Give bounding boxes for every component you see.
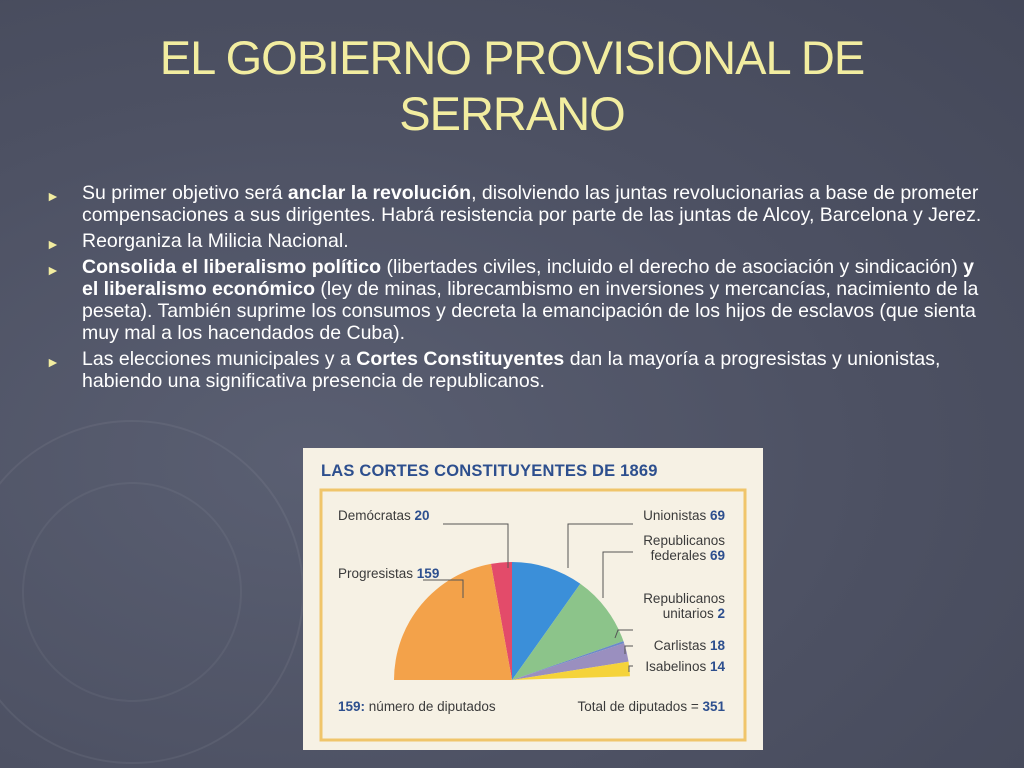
bullet-text-run: Consolida el liberalismo político (82, 256, 382, 278)
triangle-bullet-icon: ► (46, 262, 60, 278)
bullet-item (46, 256, 986, 344)
bullet-text-run: Reorganiza la Milicia Nacional. (82, 230, 349, 252)
label-isabelinos: Isabelinos 14 (645, 659, 725, 674)
label-carlistas: Carlistas 18 (653, 638, 725, 653)
bullet-list (46, 182, 986, 396)
label-unionistas: Unionistas 69 (643, 508, 725, 523)
triangle-bullet-icon: ► (46, 354, 60, 370)
triangle-bullet-icon: ► (46, 188, 60, 204)
legend-note: 159: número de diputados (338, 699, 496, 714)
label-rep-unitarios: Republicanos unitarios 2 (643, 591, 725, 621)
label-rep-federales: Republicanos federales 69 (643, 533, 725, 563)
bullet-text-run: Su primer objetivo será (82, 182, 288, 204)
leader-line (443, 524, 508, 568)
label-democratas: Demócratas 20 (338, 508, 430, 523)
bullet-text-run: anclar la revolución (287, 182, 472, 204)
triangle-bullet-icon: ► (46, 236, 60, 252)
chart-title: LAS CORTES CONSTITUYENTES DE 1869 (321, 462, 658, 480)
bullet-item (46, 348, 986, 392)
bullet-item (46, 182, 986, 226)
bullet-text-run: Cortes Constituyentes (356, 348, 565, 370)
bullet-text-run: y el liberalismo económico (82, 256, 974, 300)
bullet-item (46, 230, 986, 252)
total-diputados: Total de diputados = 351 (577, 699, 725, 714)
bullet-text-run: Las elecciones municipales y a (82, 348, 357, 370)
bullet-text-run: (ley de minas, librecambismo en inversiones y mercancías, nacimiento de la peseta). También suprime los consumos y decreta la emancipación de los hijos de esclavos (que sienta muy mal a los hacendados de Cuba). (82, 278, 979, 344)
label-progresistas: Progresistas 159 (338, 566, 440, 581)
cortes-pie-chart-panel (303, 448, 763, 750)
bullet-text-run: (libertades civiles, incluido el derecho de asociación y sindicación) (381, 256, 964, 278)
bullet-text-run: dan la mayoría a progresistas y unionistas, habiendo una significativa presencia de republicanos. (82, 348, 941, 392)
slide-title: EL GOBIERNO PROVISIONAL DE SERRANO (159, 31, 865, 140)
compass-background-decoration (0, 420, 304, 764)
bullet-text-run: , disolviendo las juntas revolucionarias a base de prometer compensaciones a sus dirigentes. Habrá resistencia por parte de las juntas de Alcoy, Barcelona y Jerez. (82, 182, 982, 226)
